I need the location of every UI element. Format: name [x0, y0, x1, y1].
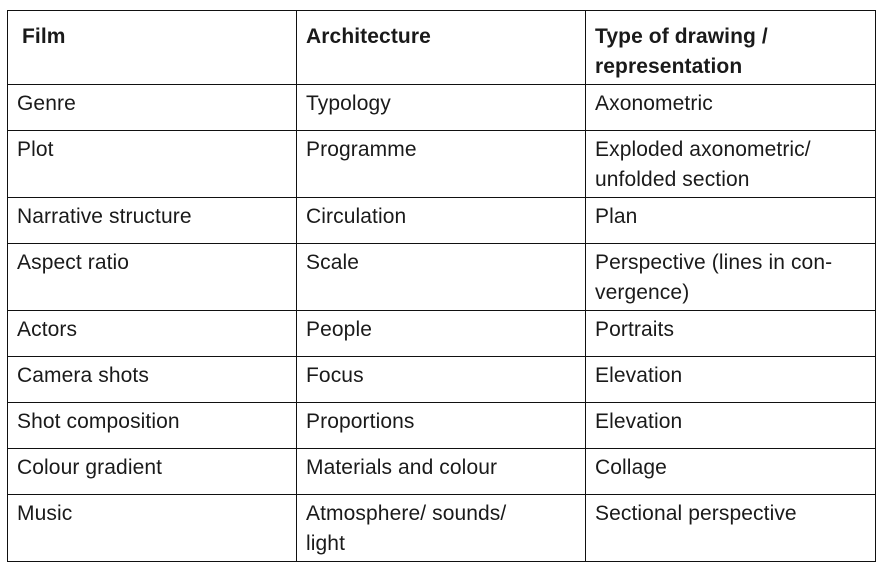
architecture-cell: [297, 85, 586, 131]
architecture-cell: [297, 357, 586, 403]
drawing-cell-text: Sectional perspective: [595, 502, 797, 525]
drawing-cell: [586, 244, 876, 311]
table-row: [8, 85, 876, 131]
film-cell-text: Actors: [17, 318, 78, 341]
film-cell: [8, 449, 297, 495]
architecture-cell: [297, 449, 586, 495]
table-row: [8, 198, 876, 244]
header-architecture: [297, 11, 586, 85]
header-film-label: Film: [22, 25, 66, 48]
architecture-cell-text: People: [306, 318, 372, 341]
film-cell: [8, 244, 297, 311]
drawing-cell-text: Elevation: [595, 364, 683, 387]
film-cell-text: Music: [17, 502, 73, 525]
table-row: [8, 311, 876, 357]
table-row: [8, 357, 876, 403]
architecture-cell: [297, 198, 586, 244]
film-cell-text: Narrative structure: [17, 205, 192, 228]
architecture-cell-text: Materials and colour: [306, 456, 498, 479]
header-film: [8, 11, 297, 85]
table-row: [8, 131, 876, 198]
film-cell: [8, 198, 297, 244]
film-cell: [8, 495, 297, 562]
architecture-cell: [297, 131, 586, 198]
film-cell-text: Colour gradient: [17, 456, 163, 479]
architecture-cell: [297, 311, 586, 357]
header-architecture-label: Architecture: [306, 25, 431, 48]
film-architecture-drawing-table: [7, 10, 876, 562]
table-row: [8, 244, 876, 311]
film-cell: [8, 311, 297, 357]
drawing-cell-text: Perspective (lines in con- vergence): [595, 251, 833, 304]
film-cell: [8, 85, 297, 131]
table-header-row: [8, 11, 876, 85]
drawing-cell-text: Collage: [595, 456, 667, 479]
drawing-cell-text: Plan: [595, 205, 638, 228]
drawing-cell: [586, 311, 876, 357]
film-cell: [8, 403, 297, 449]
drawing-cell-text: Exploded axonometric/ unfolded section: [595, 138, 811, 191]
film-cell-text: Plot: [17, 138, 54, 161]
architecture-cell: [297, 403, 586, 449]
drawing-cell-text: Portraits: [595, 318, 675, 341]
architecture-cell: [297, 244, 586, 311]
drawing-cell: [586, 131, 876, 198]
film-cell-text: Shot composition: [17, 410, 180, 433]
header-drawing-type: [586, 11, 876, 85]
drawing-cell: [586, 85, 876, 131]
architecture-cell: [297, 495, 586, 562]
comparison-table-container: [7, 10, 876, 562]
film-cell: [8, 357, 297, 403]
drawing-cell: [586, 198, 876, 244]
architecture-cell-text: Proportions: [306, 410, 415, 433]
drawing-cell: [586, 357, 876, 403]
architecture-cell-text: Programme: [306, 138, 417, 161]
film-cell-text: Aspect ratio: [17, 251, 130, 274]
architecture-cell-text: Focus: [306, 364, 364, 387]
table-row: [8, 495, 876, 562]
table-row: [8, 449, 876, 495]
architecture-cell-text: Atmosphere/ sounds/ light: [306, 502, 507, 555]
drawing-cell: [586, 495, 876, 562]
drawing-cell-text: Elevation: [595, 410, 683, 433]
drawing-cell-text: Axonometric: [595, 92, 713, 115]
table-row: [8, 403, 876, 449]
film-cell-text: Camera shots: [17, 364, 149, 387]
film-cell-text: Genre: [17, 92, 76, 115]
drawing-cell: [586, 403, 876, 449]
architecture-cell-text: Scale: [306, 251, 360, 274]
architecture-cell-text: Typology: [306, 92, 391, 115]
drawing-cell: [586, 449, 876, 495]
film-cell: [8, 131, 297, 198]
architecture-cell-text: Circulation: [306, 205, 407, 228]
header-drawing-type-label: Type of drawing / representation: [595, 25, 768, 78]
